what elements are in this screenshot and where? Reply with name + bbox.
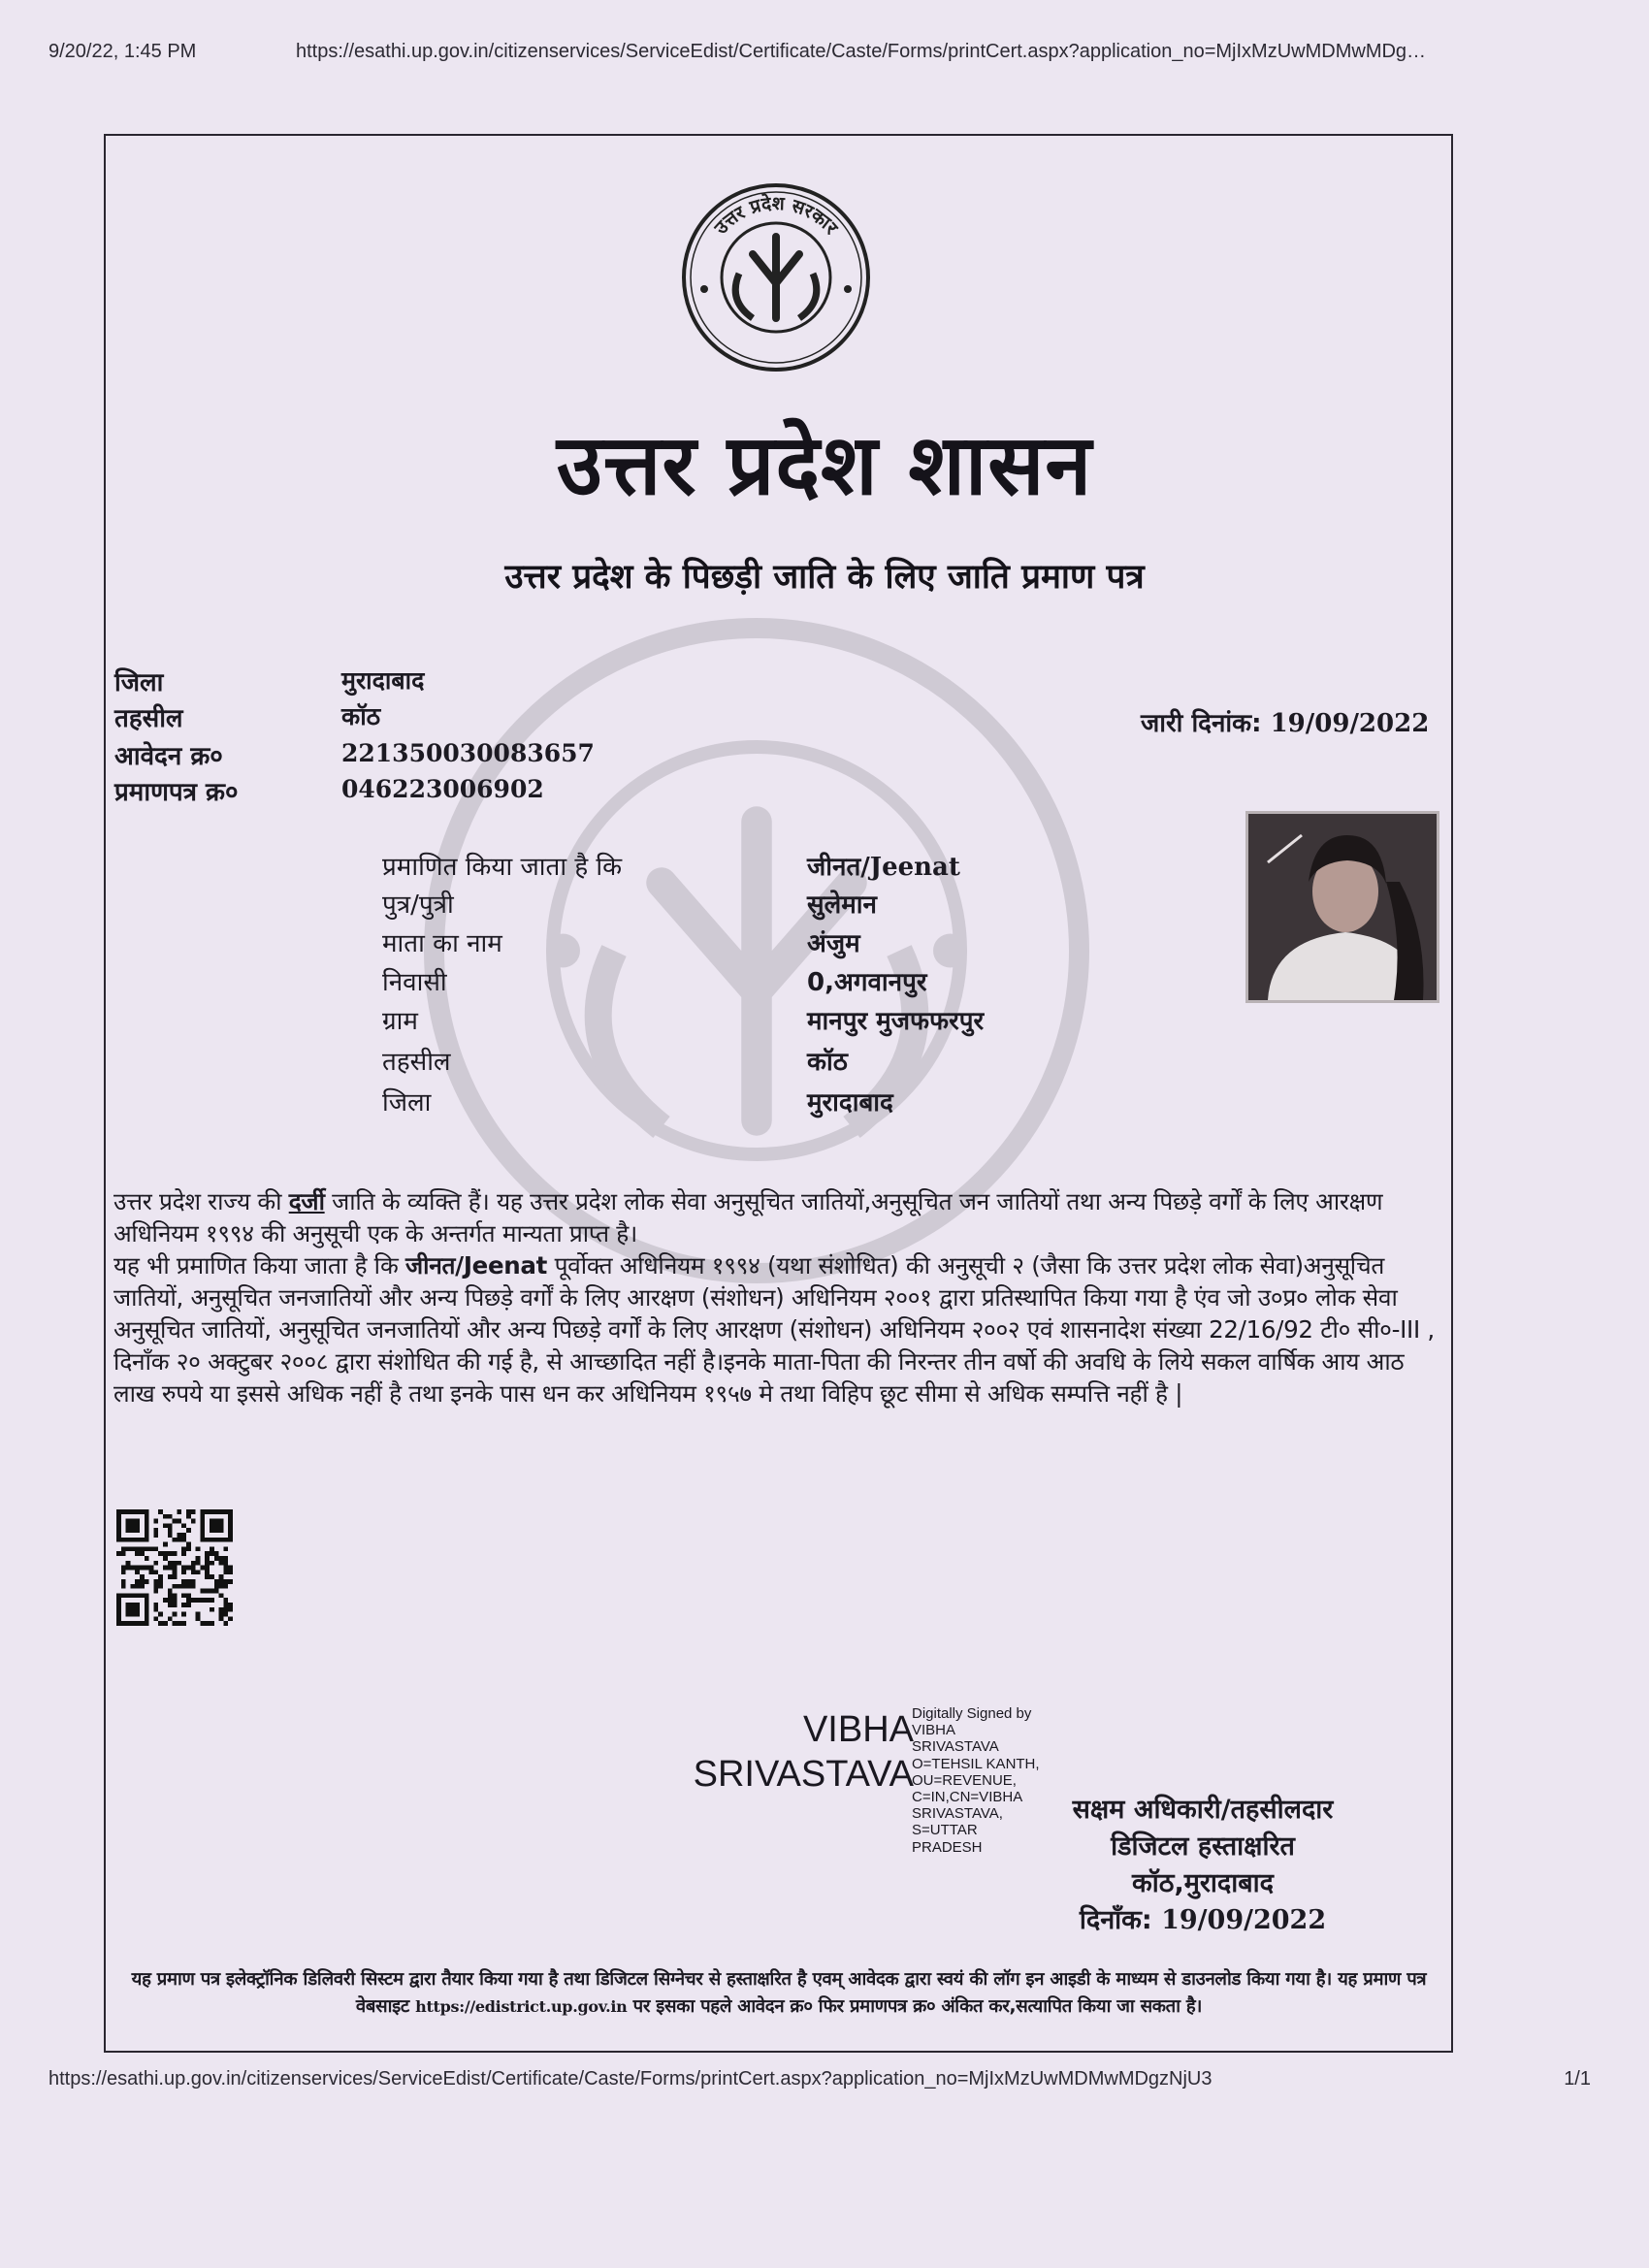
signature-detail-line: SRIVASTAVA, xyxy=(912,1805,1003,1823)
detail-value-name: जीनत/Jeenat xyxy=(807,853,960,882)
detail-label: ग्राम xyxy=(382,1007,418,1036)
print-header-url: https://esathi.up.gov.in/citizenservices/ServiceEdist/Certificate/Caste/Forms/printCert.aspx?application_no=MjIxMzUwMDMwMDg… xyxy=(296,41,1427,62)
certificate-number-label: प्रमाणपत्र क्र० xyxy=(114,778,239,807)
signature-name-line: VIBHA xyxy=(802,1709,914,1750)
signature-detail-line: OU=REVENUE, xyxy=(912,1771,1017,1789)
detail-label: प्रमाणित किया जाता है कि xyxy=(382,853,623,882)
applicant-photo xyxy=(1245,811,1439,1003)
body-text-segment: उत्तर प्रदेश राज्य की xyxy=(113,1187,289,1215)
body-text-segment: यह भी प्रमाणित किया जाता है कि xyxy=(113,1251,405,1280)
issue-date-value: 19/09/2022 xyxy=(1270,709,1430,738)
issue-date-label: जारी दिनांक: xyxy=(1141,709,1262,738)
print-footer-url: https://esathi.up.gov.in/citizenservices/ServiceEdist/Certificate/Caste/Forms/printCert.aspx?application_no=MjIxMzUwMDMwMDgzNjU3 xyxy=(48,2068,1212,2090)
print-page-count: 1/1 xyxy=(1564,2068,1591,2090)
detail-value-mother: अंजुम xyxy=(807,929,860,958)
detail-label: जिला xyxy=(382,1088,432,1118)
caste-name: दर्जी xyxy=(288,1187,325,1215)
detail-value-village: मानपुर मुजफफरपुर xyxy=(807,1007,985,1036)
signature-name-line: SRIVASTAVA xyxy=(693,1754,914,1795)
signature-detail-line: O=TEHSIL KANTH, xyxy=(912,1755,1040,1772)
verification-footnote xyxy=(114,1966,1443,2021)
body-text-segment: जाति के व्यक्ति हैं। यह उत्तर प्रदेश लोक सेवा अनुसूचित जातियों,अनुसूचित जन जातियों तथा अन्य पिछड़े वर्गों के लिए आरक्षण अधिनियम १९९४ की अनुसूची एक के अन्तर्गत मान्यता प्राप्त है। xyxy=(113,1187,1383,1247)
signature-name xyxy=(640,1707,914,1797)
officer-designation: सक्षम अधिकारी/तहसीलदार xyxy=(1072,1795,1334,1825)
application-number-value: 221350030083657 xyxy=(341,739,595,767)
body-text-segment: पूर्वोक्त अधिनियम १९९४ (यथा संशोधित) की अनुसूची २ (जैसा कि उत्तर प्रदेश लोक सेवा)अनुसूचित जातियों, अनुसूचित जनजातियों और अन्य पिछड़े वर्गों के लिए आरक्षण (संशोधन) अधिनियम २००१ द्वारा प्रतिस्थापित किया गया है एंव जो उ०प्र० लोक सेवा अनुसूचित जातियों, अनुसूचित जनजातियों और अन्य पिछड़े वर्गों के लिए आरक्षण (संशोधन) अधिनियम २००२ एवं शासनादेश संख्या 22/16/92 टी० सी०-III , दिनाँक २० अक्टुबर २००८ द्वारा संशोधित की गई है, से आच्छादित नहीं है।इनके माता-पिता की निरन्तर तीन वर्षो की अवधि के लिये सकल वार्षिक आय आठ लाख रुपये या इससे अधिक नहीं है तथा इनके पास धन कर अधिनियम १९५७ मे तथा विहिप छूट सीमा से अधिक सम्पत्ति नहीं है | xyxy=(113,1251,1435,1408)
verification-website-link[interactable]: https://edistrict.up.gov.in xyxy=(415,1997,628,2016)
application-number-label: आवेदन क्र० xyxy=(114,742,223,771)
print-timestamp: 9/20/22, 1:45 PM xyxy=(48,41,197,62)
officer-digitally-signed: डिजिटल हस्ताक्षरित xyxy=(1111,1831,1295,1862)
up-government-emblem-icon xyxy=(679,180,873,374)
detail-value-father: सुलेमान xyxy=(807,891,877,920)
detail-value-tehsil: कॉठ xyxy=(807,1048,848,1077)
person-photo-icon xyxy=(1248,814,1437,1000)
signature-detail-line: VIBHA xyxy=(912,1722,956,1739)
officer-place: कॉठ,मुरादाबाद xyxy=(1132,1868,1274,1898)
applicant-name: जीनत/Jeenat xyxy=(405,1251,548,1280)
page-title: उत्तर प्रदेश शासन xyxy=(556,417,1093,514)
detail-label: माता का नाम xyxy=(382,929,502,958)
certificate-subtitle: उत्तर प्रदेश के पिछड़ी जाति के लिए जाति प्रमाण पत्र xyxy=(504,558,1145,597)
body-paragraph-2 xyxy=(113,1249,1442,1409)
svg-text:उत्तर प्रदेश सरकार: उत्तर प्रदेश सरकार xyxy=(710,192,842,239)
signature-detail-line: Digitally Signed by xyxy=(912,1705,1032,1722)
signature-detail-line: C=IN,CN=VIBHA xyxy=(912,1789,1023,1806)
detail-label: तहसील xyxy=(382,1048,451,1077)
signature-detail-line: SRIVASTAVA xyxy=(912,1738,999,1756)
detail-label: निवासी xyxy=(382,968,447,997)
footnote-text: यह प्रमाण पत्र इलेक्ट्रॉनिक डिलिवरी सिस्टम द्वारा तैयार किया गया है तथा डिजिटल सिग्नेचर से हस्ताक्षरित है एवम् आवेदक द्वारा स्वयं की लॉग इन आइडी के माध्यम से डाउनलोड किया गया है। यह प्रमाण पत्र वेबसाइट xyxy=(131,1969,1427,2017)
detail-value-district: मुरादाबाद xyxy=(807,1088,893,1118)
issue-date xyxy=(1141,704,1429,739)
signature-detail-line: PRADESH xyxy=(912,1838,983,1856)
signature-details xyxy=(912,1705,1040,1856)
detail-value-residence: 0,अगवानपुर xyxy=(807,968,927,997)
district-value: मुरादाबाद xyxy=(341,666,425,695)
district-label: जिला xyxy=(114,668,164,697)
tehsil-label: तहसील xyxy=(114,704,183,733)
qr-code xyxy=(116,1509,233,1626)
footnote-text: पर इसका पहले आवेदन क्र० फिर प्रमाणपत्र क्र० अंकित कर,सत्यापित किया जा सकता है। xyxy=(627,1996,1203,2017)
officer-date-label: दिनाँक: xyxy=(1079,1905,1152,1935)
issuing-officer xyxy=(1057,1792,1348,1939)
detail-label: पुत्र/पुत्री xyxy=(382,891,454,920)
certificate-body xyxy=(113,1185,1442,1409)
certificate-number-value: 046223006902 xyxy=(341,775,544,803)
body-paragraph-1 xyxy=(113,1185,1442,1249)
officer-date xyxy=(1057,1902,1348,1939)
officer-date-value: 19/09/2022 xyxy=(1161,1905,1327,1935)
signature-detail-line: S=UTTAR xyxy=(912,1822,978,1839)
tehsil-value: कॉठ xyxy=(341,702,381,730)
